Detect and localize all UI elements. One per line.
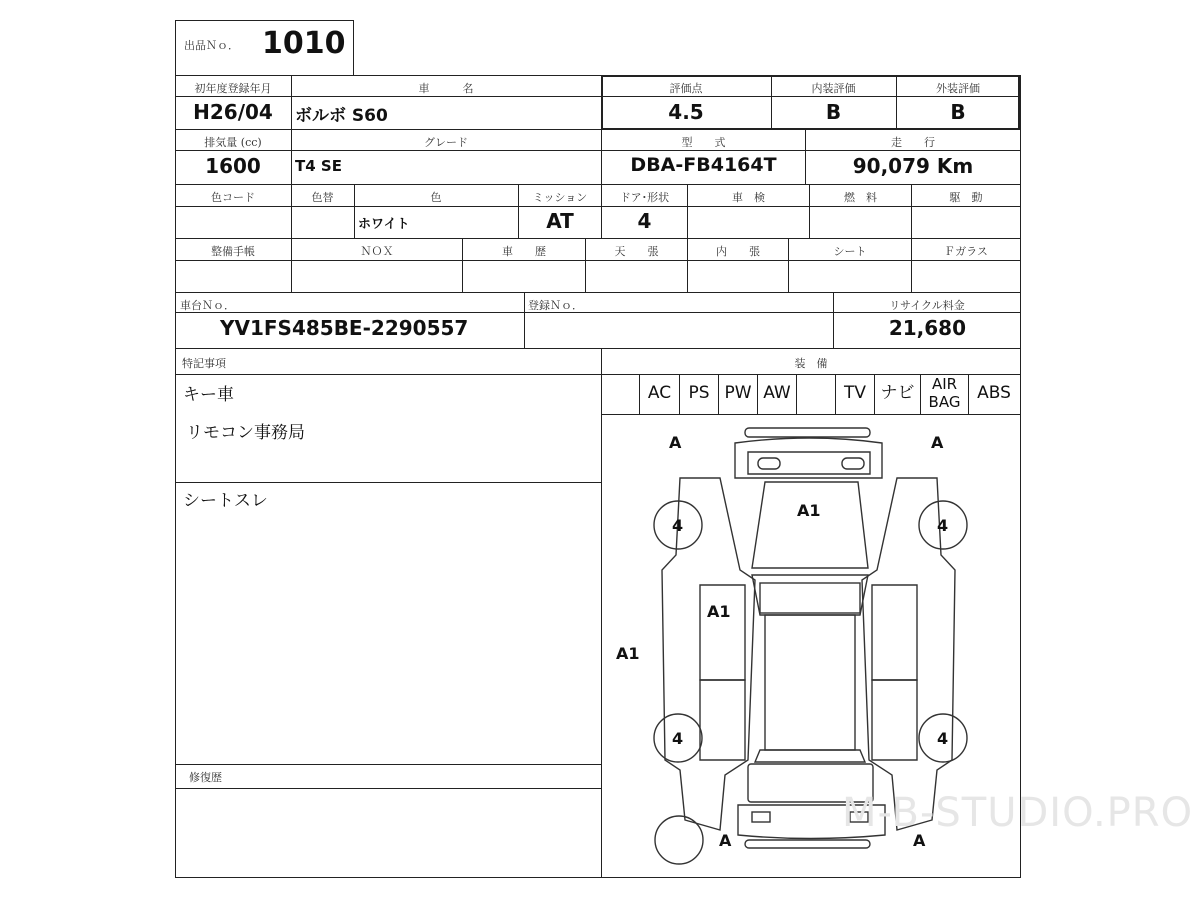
seat-label: シート	[833, 245, 867, 258]
mark-rear-left: A	[719, 831, 732, 850]
notes-label: 特記事項	[182, 357, 226, 370]
mark-right-rear-wheel: 4	[937, 729, 949, 748]
equip-aw: AW	[763, 383, 791, 403]
model-label: 型 式	[681, 136, 726, 149]
mark-left-front-wheel: 4	[672, 516, 684, 535]
equip-pw: PW	[724, 383, 752, 403]
mark-right-front-wheel: 4	[937, 516, 949, 535]
mark-hood: A1	[797, 501, 821, 520]
chassis-value: YV1FS485BE-2290557	[220, 316, 469, 340]
maintenance-book-label: 整備手帳	[211, 245, 255, 258]
score-value: 4.5	[668, 100, 704, 124]
nox-label: ＮＯＸ	[360, 245, 394, 258]
score-label: 評価点	[669, 82, 703, 95]
lot-number: 1010	[262, 26, 346, 61]
note-line-2: リモコン事務局	[186, 423, 305, 443]
mark-front-right: A	[931, 433, 944, 452]
car-name-value: ボルボ S60	[295, 106, 388, 126]
fuel-label: 燃 料	[844, 191, 877, 204]
mark-left-rear-wheel: 4	[672, 729, 684, 748]
recycle-fee-label: リサイクル料金	[889, 299, 965, 312]
color-label: 色	[430, 191, 442, 204]
equip-abs: ABS	[977, 383, 1011, 403]
mileage-label: 走 行	[891, 136, 935, 149]
exterior-grade-label: 外装評価	[936, 82, 980, 95]
exterior-grade-value: B	[950, 100, 966, 124]
note-line-3: シートスレ	[183, 491, 268, 511]
equip-tv: TV	[843, 383, 866, 403]
doors-value: 4	[637, 209, 652, 233]
first-reg-value: H26/04	[193, 100, 273, 124]
mark-left-door: A1	[707, 602, 731, 621]
displacement-value: 1600	[205, 154, 261, 178]
equip-ac: AC	[647, 383, 672, 403]
inspection-label: 車 検	[732, 191, 765, 204]
interior-lining-label: 内 張	[716, 245, 760, 258]
grade-value: T4 SE	[295, 157, 342, 175]
mark-rear-right: A	[913, 831, 926, 850]
lot-label: 出品Ｎｏ．	[184, 39, 239, 52]
displacement-label: 排気量 (cc)	[204, 136, 262, 149]
front-glass-label: Ｆガラス	[944, 245, 988, 258]
grade-label: グレード	[424, 136, 468, 149]
first-reg-label: 初年度登録年月	[194, 82, 272, 95]
equip-airbag: AIR BAG	[928, 375, 961, 411]
roof-lining-label: 天 張	[614, 245, 659, 258]
doors-label: ドア･形状	[619, 191, 670, 204]
color-change-label: 色替	[311, 191, 334, 204]
mark-left-side: A1	[616, 644, 640, 663]
equipment-label: 装 備	[794, 357, 828, 370]
drive-label: 駆 動	[949, 191, 983, 204]
mark-front-left: A	[669, 433, 682, 452]
color-code-label: 色コード	[211, 191, 255, 204]
equip-ps: PS	[688, 383, 710, 403]
repair-history-label: 修復歴	[189, 771, 222, 784]
watermark: M-B-STUDIO.PRO	[842, 790, 1194, 836]
registration-label: 登録Ｎｏ．	[528, 299, 583, 312]
interior-grade-label: 内装評価	[811, 82, 856, 95]
chassis-label: 車台Ｎｏ．	[180, 299, 235, 312]
note-line-1: キー車	[183, 385, 234, 405]
mission-label: ミッション	[532, 191, 588, 204]
model-value: DBA-FB4164T	[630, 154, 777, 176]
color-value: ホワイト	[358, 217, 410, 232]
car-history-label: 車 歴	[502, 245, 546, 258]
interior-grade-value: B	[825, 100, 842, 124]
mileage-value: 90,079 Km	[852, 154, 974, 178]
car-name-label: 車 名	[418, 82, 474, 95]
equip-navi: ナビ	[880, 383, 915, 403]
mission-value: AT	[546, 209, 574, 233]
recycle-fee-value: 21,680	[888, 316, 966, 340]
